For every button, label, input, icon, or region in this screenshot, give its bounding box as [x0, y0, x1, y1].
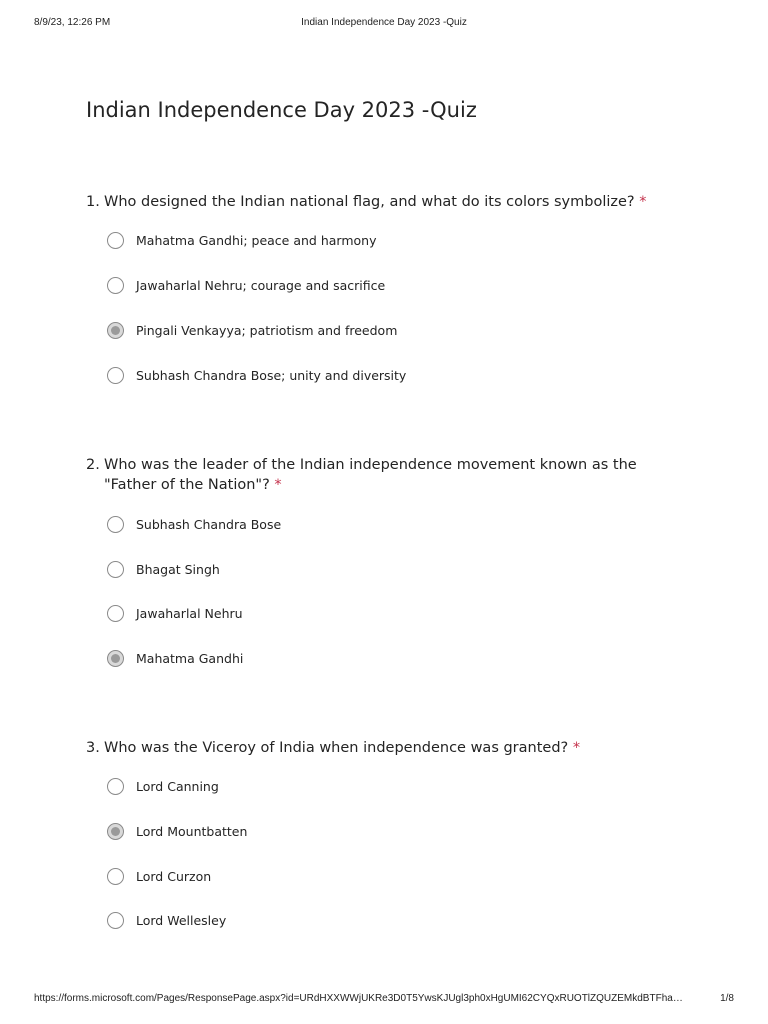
- print-datetime: 8/9/23, 12:26 PM: [34, 17, 111, 28]
- option-label: Mahatma Gandhi: [136, 650, 244, 666]
- option-label: Jawaharlal Nehru: [136, 605, 243, 621]
- option-label: Bhagat Singh: [136, 561, 220, 577]
- page-number: 1/8: [720, 993, 734, 1004]
- option-label: Lord Curzon: [136, 868, 212, 884]
- radio-option[interactable]: [107, 365, 406, 385]
- print-footer: [34, 993, 734, 1007]
- option-label: Mahatma Gandhi; peace and harmony: [136, 232, 377, 248]
- radio-button-checked[interactable]: [107, 823, 124, 840]
- question-text: Who was the Viceroy of India when independence was granted? *: [104, 740, 581, 756]
- radio-option[interactable]: [107, 603, 243, 623]
- required-asterisk: *: [274, 477, 282, 493]
- required-asterisk: *: [639, 194, 647, 210]
- question-2: [86, 455, 666, 666]
- question-number: 1.: [86, 194, 100, 210]
- question-number: 3.: [86, 740, 100, 756]
- radio-button-checked[interactable]: [107, 322, 124, 339]
- question-header: [86, 738, 666, 758]
- radio-option[interactable]: [107, 514, 281, 534]
- radio-button-unchecked[interactable]: [107, 232, 124, 249]
- radio-option[interactable]: [107, 320, 397, 340]
- radio-option[interactable]: [107, 866, 211, 886]
- radio-option[interactable]: [107, 230, 376, 250]
- radio-button-unchecked[interactable]: [107, 367, 124, 384]
- question-header: [86, 455, 666, 495]
- question-header: [86, 192, 666, 212]
- option-label: Lord Wellesley: [136, 912, 227, 928]
- radio-option[interactable]: [107, 648, 243, 668]
- option-label: Subhash Chandra Bose; unity and diversity: [136, 367, 407, 383]
- form-title: Indian Independence Day 2023 -Quiz: [86, 98, 477, 122]
- radio-button-unchecked[interactable]: [107, 912, 124, 929]
- option-label: Lord Canning: [136, 778, 219, 794]
- radio-button-unchecked[interactable]: [107, 868, 124, 885]
- radio-button-unchecked[interactable]: [107, 516, 124, 533]
- radio-button-unchecked[interactable]: [107, 605, 124, 622]
- question-3: [86, 738, 666, 928]
- page-url: https://forms.microsoft.com/Pages/ResponsePage.aspx?id=URdHXXWWjUKRe3D0T5YwsKJUgl3ph0xHgUMI62CYQxRUOTlZQUZEMkdBTFha…: [34, 993, 683, 1004]
- radio-option[interactable]: [107, 275, 385, 295]
- radio-button-checked[interactable]: [107, 650, 124, 667]
- radio-button-unchecked[interactable]: [107, 778, 124, 795]
- print-doc-title: Indian Independence Day 2023 -Quiz: [301, 17, 467, 28]
- required-asterisk: *: [572, 740, 581, 756]
- question-number: 2.: [86, 457, 100, 473]
- option-label: Lord Mountbatten: [136, 823, 248, 839]
- radio-option[interactable]: [107, 910, 226, 930]
- option-label: Subhash Chandra Bose: [136, 516, 282, 532]
- print-header: [34, 17, 734, 31]
- option-label: Pingali Venkayya; patriotism and freedom: [136, 322, 398, 338]
- radio-button-unchecked[interactable]: [107, 561, 124, 578]
- question-text: Who designed the Indian national flag, and what do its colors symbolize? *: [104, 194, 647, 210]
- radio-option[interactable]: [107, 559, 220, 579]
- radio-option[interactable]: [107, 776, 219, 796]
- question-1: [86, 192, 666, 383]
- option-label: Jawaharlal Nehru; courage and sacrifice: [136, 277, 386, 293]
- radio-option[interactable]: [107, 821, 247, 841]
- radio-button-unchecked[interactable]: [107, 277, 124, 294]
- question-text: Who was the leader of the Indian independence movement known as the "Father of the Nation"? *: [104, 457, 637, 493]
